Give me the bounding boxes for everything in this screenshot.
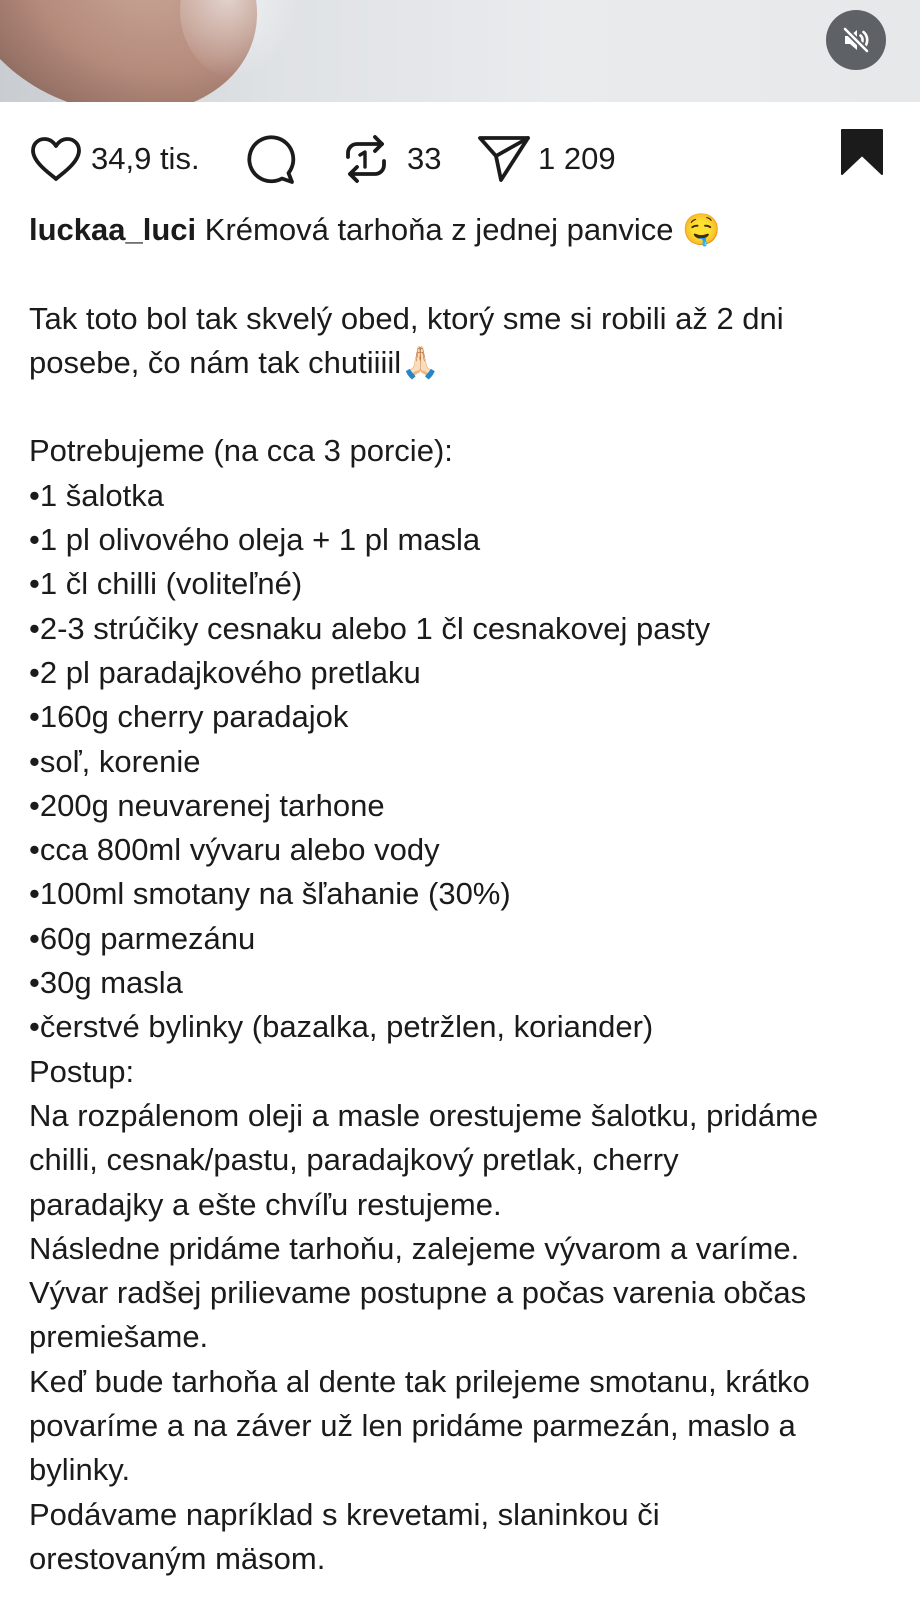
ingredients-heading: Potrebujeme (na cca 3 porcie): bbox=[29, 433, 453, 469]
repost-count: 33 bbox=[407, 141, 442, 176]
ingredient-item: •1 čl chilli (voliteľné) bbox=[29, 566, 303, 602]
ingredient-item: •1 pl olivového oleja + 1 pl masla bbox=[29, 522, 481, 558]
method-line: Keď bude tarhoňa al dente tak prilejeme smotanu, krátko bbox=[29, 1363, 810, 1399]
repost-icon[interactable] bbox=[341, 133, 391, 185]
like-count: 34,9 tis. bbox=[91, 141, 200, 176]
share-action[interactable] bbox=[476, 118, 616, 200]
ingredient-item: •soľ, korenie bbox=[29, 743, 201, 779]
method-line: orestovaným mäsom. bbox=[29, 1540, 326, 1576]
ingredient-item: •čerstvé bylinky (bazalka, petržlen, koriander) bbox=[29, 1009, 654, 1045]
method-line: povaríme a na záver už len pridáme parmezán, maslo a bbox=[29, 1408, 796, 1444]
like-action[interactable] bbox=[29, 118, 200, 200]
comment-bubble-icon[interactable] bbox=[242, 131, 298, 187]
caption-intro-line: posebe, čo nám tak chutiiiil🙏🏻 bbox=[29, 344, 440, 380]
heart-icon[interactable] bbox=[29, 135, 83, 183]
method-line: bylinky. bbox=[29, 1452, 131, 1488]
ingredient-item: •cca 800ml vývaru alebo vody bbox=[29, 832, 440, 868]
ingredient-item: •2-3 strúčiky cesnaku alebo 1 čl cesnakovej pasty bbox=[29, 610, 711, 646]
post-action-bar bbox=[0, 118, 920, 200]
ingredient-item: •30g masla bbox=[29, 965, 183, 1001]
ingredient-item: •100ml smotany na šľahanie (30%) bbox=[29, 876, 511, 912]
author-username[interactable]: luckaa_luci bbox=[29, 212, 197, 247]
caption-title: Krémová tarhoňa z jednej panvice 🤤 bbox=[204, 212, 721, 247]
method-line: Vývar radšej prilievame postupne a počas varenia občas bbox=[29, 1275, 807, 1311]
share-count: 1 209 bbox=[538, 141, 616, 176]
ingredient-item: •60g parmezánu bbox=[29, 920, 256, 956]
mute-button[interactable] bbox=[826, 10, 886, 70]
save-button[interactable] bbox=[840, 128, 884, 181]
ingredient-item: •1 šalotka bbox=[29, 477, 164, 513]
method-line: Podávame napríklad s krevetami, slaninkou či bbox=[29, 1496, 660, 1532]
method-line: Následne pridáme tarhoňu, zalejeme vývarom a varíme. bbox=[29, 1230, 800, 1266]
ingredient-item: •200g neuvarenej tarhone bbox=[29, 787, 385, 823]
method-line: chilli, cesnak/pastu, paradajkový pretlak, cherry bbox=[29, 1142, 679, 1178]
post-media[interactable] bbox=[0, 0, 920, 102]
method-heading: Postup: bbox=[29, 1053, 135, 1089]
ingredient-item: •160g cherry paradajok bbox=[29, 699, 349, 735]
paper-plane-icon[interactable] bbox=[476, 132, 532, 186]
method-line: Na rozpálenom oleji a masle orestujeme šalotku, pridáme bbox=[29, 1097, 819, 1133]
method-line: premiešame. bbox=[29, 1319, 209, 1355]
ingredient-item: •2 pl paradajkového pretlaku bbox=[29, 654, 421, 690]
caption-title-line bbox=[29, 208, 899, 252]
caption-intro-line: Tak toto bol tak skvelý obed, ktorý sme si robili až 2 dni bbox=[29, 300, 784, 336]
speaker-muted-icon bbox=[841, 25, 871, 55]
repost-action[interactable] bbox=[341, 118, 441, 200]
method-line: paradajky a ešte chvíľu restujeme. bbox=[29, 1186, 502, 1222]
bookmark-filled-icon[interactable] bbox=[840, 128, 884, 176]
comment-action[interactable] bbox=[242, 118, 298, 200]
post-caption bbox=[29, 208, 899, 1581]
